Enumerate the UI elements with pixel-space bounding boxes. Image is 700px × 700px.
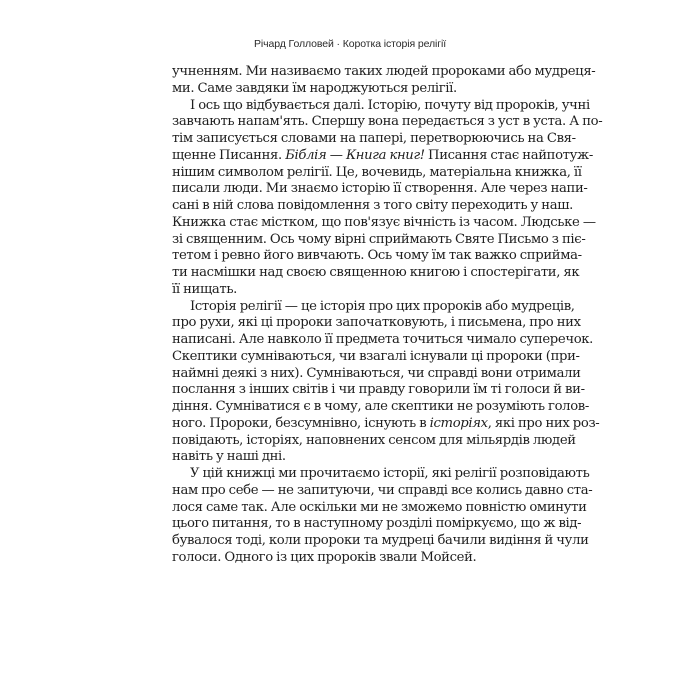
text-line (172, 282, 526, 299)
text-run: її нищать. (172, 281, 237, 297)
text-line (172, 449, 526, 466)
text-line (172, 315, 581, 332)
text-line (172, 516, 582, 533)
text-line (172, 214, 596, 232)
text-run: навіть у наші дні. (172, 449, 286, 465)
text-run: про рухи, які ці пророки започатковують, і письмена, про них (172, 315, 581, 331)
text-run: повідають, історіях, наповнених сенсом для мільярдів людей (172, 432, 576, 448)
text-run: тетом і ревно його вивчають. Ось чому їм так важко сприйма- (172, 248, 582, 264)
text-line (172, 81, 526, 98)
text-line (172, 348, 580, 366)
body-text (172, 64, 603, 567)
text-line (172, 231, 586, 249)
text-run: тім записується словами на папері, перетворюючись на Свя- (172, 131, 576, 146)
text-run: І ось що відбувається далі. Історію, почуту від пророків, учні (190, 97, 590, 113)
text-run: Скептики сумніваються, чи взагалі існували ці пророки (при- (172, 348, 580, 364)
text-line (172, 114, 603, 131)
text-run: ми. Саме завдяки їм народжуються релігії. (172, 80, 457, 96)
paragraph (172, 64, 596, 98)
paragraph (172, 97, 603, 299)
text-line (172, 64, 596, 81)
text-line (172, 466, 590, 483)
text-line (172, 365, 581, 383)
text-run: цього питання, то в наступному розділі поміркуємо, що ж від- (172, 516, 582, 532)
text-line (172, 332, 594, 349)
italic-text-run: Біблія — Книга книг! (285, 147, 425, 163)
text-line (172, 298, 575, 316)
text-line (172, 147, 593, 165)
text-run: послання з інших світів і чи правду говорили їм ті голоси й ви- (172, 382, 585, 398)
text-line (172, 97, 590, 115)
text-line (172, 131, 576, 148)
text-run: , які про них роз- (487, 415, 600, 431)
text-run: У цій книжці ми прочитаємо історії, які релігії розповідають (190, 466, 590, 481)
text-line (172, 265, 580, 282)
text-line (172, 482, 593, 500)
text-run: діння. Сумніватися є в чому, але скептики не розуміють голов- (172, 399, 589, 414)
text-line (172, 198, 573, 215)
text-run: Писання стає найпотуж- (424, 147, 593, 163)
text-line (172, 415, 600, 433)
text-line (172, 248, 582, 265)
text-run: зі священним. Ось чому вірні сприймають Святе Письмо з піє- (172, 231, 586, 247)
paragraph (172, 298, 600, 467)
running-head: Річард Голловей · Коротка історія релігії (253, 38, 447, 50)
text-line (172, 399, 589, 416)
text-run: наймні деякі з них). Сумніваються, чи справді вони отримали (172, 365, 581, 381)
italic-text-run: історіях (429, 415, 488, 431)
text-run: завчають напам'ять. Спершу вона передається з уст в уста. А по- (172, 114, 603, 130)
text-run: Книжка стає містком, що пов'язує вічність із часом. Людське — (172, 214, 596, 230)
text-run: ного. Пророки, безсумнівно, існують в (172, 415, 430, 431)
text-run: Історія релігії — це історія про цих пророків або мудреців, (190, 298, 575, 314)
text-run: ти насмішки над своєю священною книгою і спостерігати, як (172, 265, 580, 280)
text-run: писали люди. Ми знаємо історію її створення. Але через напи- (172, 181, 588, 197)
text-run: бувалося тоді, коли пророки та мудреці бачили видіння й чули (172, 533, 589, 548)
text-run: лося саме так. Але оскільки ми не зможемо повністю оминути (172, 499, 587, 515)
text-line (172, 432, 576, 450)
text-run: нішим символом релігії. Це, вочевидь, матеріальна книжка, її (172, 164, 582, 180)
text-run: голоси. Одного із цих пророків звали Мойсей. (172, 549, 477, 565)
text-run: сані в ній слова повідомлення з того світу переходить у наш. (172, 198, 573, 213)
text-line (172, 533, 589, 550)
text-line (172, 499, 587, 517)
text-line (172, 382, 585, 399)
text-run: щенне Писання. (172, 147, 286, 163)
text-line (172, 181, 588, 198)
text-run: нам про себе — не запитуючи, чи справді все колись давно ста- (172, 482, 593, 498)
text-line (172, 550, 526, 567)
text-run: учненням. Ми називаємо таких людей пророками або мудреця- (172, 64, 596, 79)
paragraph (172, 466, 593, 567)
text-run: написані. Але навколо її предмета точиться чимало суперечок. (172, 332, 594, 347)
text-line (172, 164, 582, 182)
